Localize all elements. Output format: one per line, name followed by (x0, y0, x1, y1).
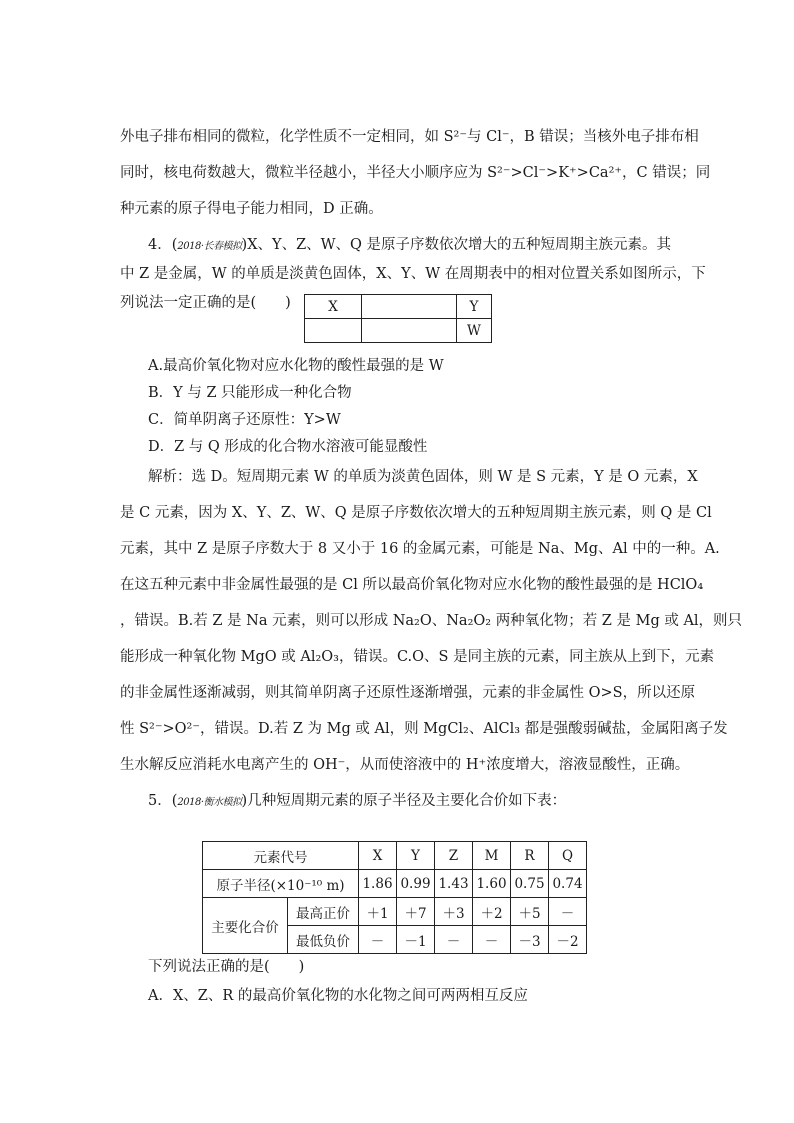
analysis-line: 的非金属性逐渐减弱，则其简单阴离子还原性逐渐增强，元素的非金属性 O>S，所以还原 (120, 685, 696, 701)
q5-stem-line (148, 791, 566, 813)
table-header-code: 元素代号 (203, 842, 359, 870)
table-cell: 1.60 (473, 870, 511, 898)
table-cell: － (473, 926, 511, 954)
table-cell: － (359, 926, 397, 954)
table-row (305, 319, 492, 343)
table-cell (305, 319, 362, 343)
table-header-cell: X (359, 842, 397, 870)
table-header-cell: R (511, 842, 549, 870)
intro-line-1: 外电子排布相同的微粒，化学性质不一定相同，如 S²⁻与 Cl⁻，B 错误；当核外电子排布相 (120, 129, 699, 145)
q5-number: 5．( (148, 793, 178, 809)
intro-line-3: 种元素的原子得电子能力相同，D 正确。 (120, 201, 383, 217)
q4-stem-line-3: 列说法一定正确的是( ) (120, 295, 291, 311)
analysis-line: 解析：选 D。短周期元素 W 的单质为淡黄色固体，则 W 是 S 元素，Y 是 O 元素，X (148, 469, 698, 485)
table-cell (362, 319, 457, 343)
analysis-line: 性 S²⁻>O²⁻，错误。D.若 Z 为 Mg 或 Al，则 MgCl₂、AlCl₃ 都是强酸弱碱盐，金属阳离子发 (120, 721, 728, 737)
table-cell: ＋1 (359, 898, 397, 926)
table-cell: ＋5 (511, 898, 549, 926)
table-header-cell: Q (549, 842, 587, 870)
table-row (203, 842, 587, 870)
table-cell: － (549, 898, 587, 926)
element-data-table (202, 841, 587, 954)
q4-stem-line-2: 中 Z 是金属，W 的单质是淡黄色固体，X、Y、W 在周期表中的相对位置关系如图所示，下 (120, 266, 706, 282)
table-label-max: 最高正价 (288, 898, 359, 926)
q4-option-a: A.最高价氧化物对应水化物的酸性最强的是 W (148, 358, 444, 374)
table-cell: 1.43 (435, 870, 473, 898)
analysis-line: 在这五种元素中非金属性最强的是 Cl 所以最高价氧化物对应水化物的酸性最强的是 HClO₄ (120, 577, 704, 593)
table-cell: 1.86 (359, 870, 397, 898)
q5-question: 下列说法正确的是( ) (148, 959, 305, 975)
table-label-radius: 原子半径(×10⁻¹⁰ m) (203, 870, 359, 898)
q4-source-tag: 2018·长春模拟 (177, 241, 242, 252)
table-cell: 0.74 (549, 870, 587, 898)
q5-source-tag: 2018·衡水模拟 (177, 797, 242, 808)
analysis-line: ，错误。B.若 Z 是 Na 元素，则可以形成 Na₂O、Na₂O₂ 两种氧化物；若 Z 是 Mg 或 Al，则只 (120, 613, 743, 629)
table-cell: ＋7 (397, 898, 435, 926)
table-header-cell: Z (435, 842, 473, 870)
analysis-line: 元素，其中 Z 是原子序数大于 8 又小于 16 的金属元素，可能是 Na、Mg、Al 中的一种。A. (120, 541, 720, 557)
table-cell (362, 295, 457, 319)
table-label-min: 最低负价 (288, 926, 359, 954)
periodic-position-table (304, 294, 492, 343)
q4-stem-text: )X、Y、Z、W、Q 是原子序数依次增大的五种短周期主族元素。其 (241, 237, 672, 253)
table-row (305, 295, 492, 319)
analysis-line: 能形成一种氧化物 MgO 或 Al₂O₃，错误。C.O、S 是同主族的元素，同主族从上到下，元素 (120, 649, 715, 665)
q4-stem-line-1 (148, 235, 671, 257)
analysis-line: 是 C 元素，因为 X、Y、Z、W、Q 是原子序数依次增大的五种短周期主族元素，则 Q 是 Cl (120, 505, 712, 521)
table-row (203, 870, 587, 898)
table-cell: － (435, 926, 473, 954)
q5-stem-text: )几种短周期元素的原子半径及主要化合价如下表： (241, 793, 567, 809)
intro-line-2: 同时，核电荷数越大，微粒半径越小，半径大小顺序应为 S²⁻>Cl⁻>K⁺>Ca²⁺，C 错误；同 (120, 165, 711, 181)
q5-option-a: A．X、Z、R 的最高价氧化物的水化物之间可两两相互反应 (148, 988, 528, 1004)
q4-number: 4．( (148, 237, 178, 253)
analysis-line: 生水解反应消耗水电离产生的 OH⁻，从而使溶液中的 H⁺浓度增大，溶液显酸性，正确。 (120, 757, 690, 773)
table-cell: ＋2 (473, 898, 511, 926)
table-label-valence: 主要化合价 (203, 898, 288, 954)
q4-option-c: C．简单阴离子还原性：Y>W (148, 412, 341, 428)
table-header-cell: Y (397, 842, 435, 870)
table-cell: －2 (549, 926, 587, 954)
table-cell: 0.99 (397, 870, 435, 898)
table-cell: －3 (511, 926, 549, 954)
table-cell: 0.75 (511, 870, 549, 898)
table-header-cell: M (473, 842, 511, 870)
table-cell: X (305, 295, 362, 319)
table-cell: W (457, 319, 492, 343)
table-row (203, 898, 587, 926)
q4-option-d: D．Z 与 Q 形成的化合物水溶液可能显酸性 (148, 439, 428, 455)
table-cell: －1 (397, 926, 435, 954)
q4-option-b: B．Y 与 Z 只能形成一种化合物 (148, 385, 352, 401)
table-cell: Y (457, 295, 492, 319)
table-cell: ＋3 (435, 898, 473, 926)
